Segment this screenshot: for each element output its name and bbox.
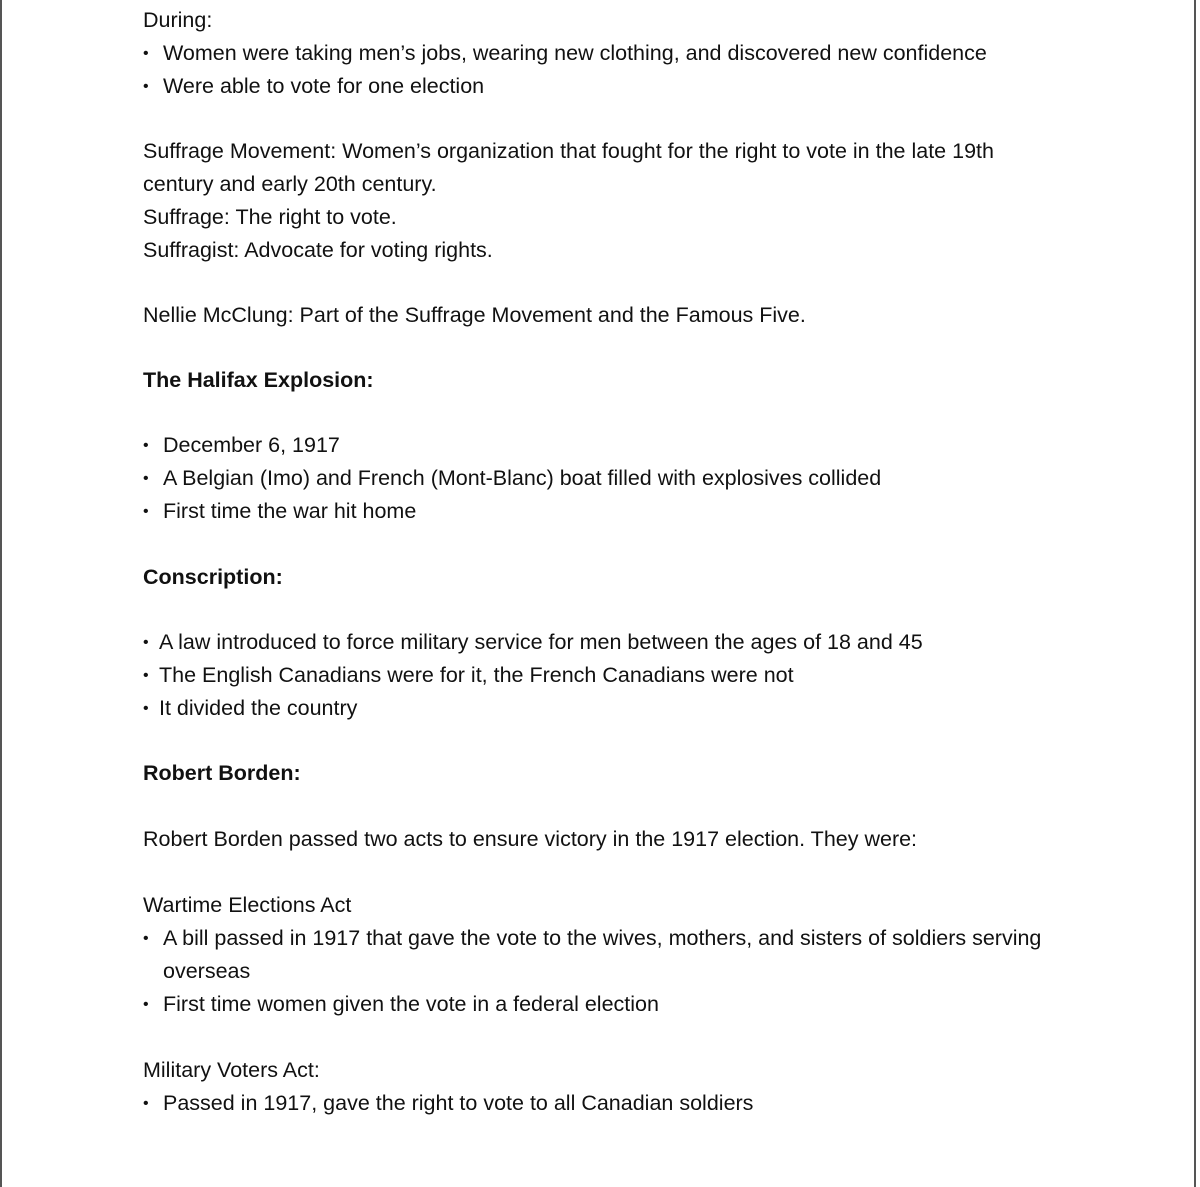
wartime-act-label: Wartime Elections Act <box>143 893 352 917</box>
definition-suffrage-movement: Suffrage Movement: Women’s organization that fought for the right to vote in the late 19th century and early 20th century. <box>143 139 994 196</box>
definition-suffrage: Suffrage: The right to vote. <box>143 205 397 229</box>
list-item: • December 6, 1917 <box>143 429 1103 462</box>
list-item: • Were able to vote for one election <box>143 70 1103 103</box>
list-item: • Women were taking men’s jobs, wearing new clothing, and discovered new confidence <box>143 37 1103 70</box>
bullet-icon: • <box>143 700 149 717</box>
military-act-list <box>143 1087 1103 1120</box>
bullet-icon: • <box>143 45 149 62</box>
conscription-heading: Conscription: <box>143 565 283 589</box>
list-item: • A bill passed in 1917 that gave the vote to the wives, mothers, and sisters of soldiers serving overseas <box>143 922 1103 988</box>
definition-suffragist: Suffragist: Advocate for voting rights. <box>143 238 493 262</box>
list-item: • First time the war hit home <box>143 495 1103 528</box>
military-act-label: Military Voters Act: <box>143 1058 320 1082</box>
list-item: • It divided the country <box>143 692 1103 725</box>
bullet-icon: • <box>143 667 149 684</box>
during-label: During: <box>143 8 213 32</box>
bullet-icon: • <box>143 437 149 454</box>
during-list <box>143 37 1103 103</box>
bullet-icon: • <box>143 634 149 651</box>
bullet-icon: • <box>143 996 149 1013</box>
list-item: • First time women given the vote in a federal election <box>143 988 1103 1021</box>
bullet-icon: • <box>143 930 149 947</box>
bullet-icon: • <box>143 503 149 520</box>
borden-intro: Robert Borden passed two acts to ensure victory in the 1917 election. They were: <box>143 827 918 851</box>
document-page <box>143 4 1103 1120</box>
bullet-icon: • <box>143 1095 149 1112</box>
halifax-list <box>143 429 1103 528</box>
list-item: • Passed in 1917, gave the right to vote to all Canadian soldiers <box>143 1087 1103 1120</box>
halifax-heading: The Halifax Explosion: <box>143 368 374 392</box>
nellie-mcclung-note: Nellie McClung: Part of the Suffrage Movement and the Famous Five. <box>143 303 806 327</box>
bullet-icon: • <box>143 470 149 487</box>
bullet-icon: • <box>143 78 149 95</box>
borden-heading: Robert Borden: <box>143 761 301 785</box>
list-item: • A Belgian (Imo) and French (Mont-Blanc) boat filled with explosives collided <box>143 462 1103 495</box>
list-item: • A law introduced to force military service for men between the ages of 18 and 45 <box>143 626 1103 659</box>
wartime-act-list <box>143 922 1103 1021</box>
conscription-list <box>143 626 1103 725</box>
list-item: • The English Canadians were for it, the French Canadians were not <box>143 659 1103 692</box>
